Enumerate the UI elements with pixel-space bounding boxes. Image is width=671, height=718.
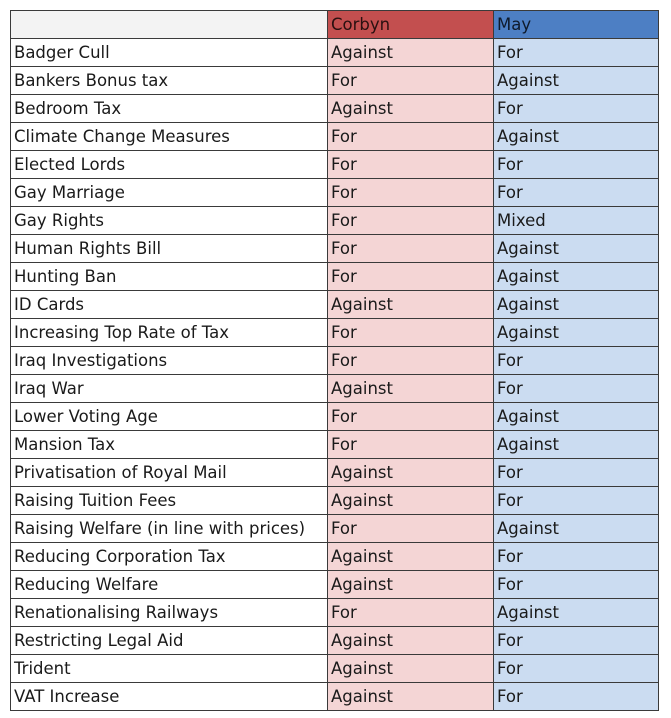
table-body: [11, 11, 659, 711]
table-row: [11, 263, 659, 291]
may-vote-cell: Against: [494, 263, 659, 291]
may-vote-cell: For: [494, 95, 659, 123]
issue-cell: Reducing Welfare: [11, 571, 328, 599]
may-vote-cell: For: [494, 39, 659, 67]
corbyn-vote-cell: For: [328, 515, 494, 543]
issue-cell: Raising Welfare (in line with prices): [11, 515, 328, 543]
may-vote-cell: Against: [494, 235, 659, 263]
issue-cell: Gay Rights: [11, 207, 328, 235]
issue-cell: Climate Change Measures: [11, 123, 328, 151]
corbyn-vote-cell: For: [328, 235, 494, 263]
issue-cell: Raising Tuition Fees: [11, 487, 328, 515]
corbyn-vote-cell: For: [328, 123, 494, 151]
may-vote-cell: For: [494, 627, 659, 655]
table-row: [11, 571, 659, 599]
issue-cell: Reducing Corporation Tax: [11, 543, 328, 571]
header-row: [11, 11, 659, 39]
corbyn-vote-cell: For: [328, 347, 494, 375]
may-vote-cell: Against: [494, 599, 659, 627]
table-row: [11, 235, 659, 263]
issue-cell: Lower Voting Age: [11, 403, 328, 431]
issue-cell: VAT Increase: [11, 683, 328, 711]
may-vote-cell: For: [494, 543, 659, 571]
may-vote-cell: For: [494, 683, 659, 711]
corbyn-vote-cell: Against: [328, 291, 494, 319]
may-vote-cell: Mixed: [494, 207, 659, 235]
may-vote-cell: For: [494, 655, 659, 683]
issue-cell: Bankers Bonus tax: [11, 67, 328, 95]
may-vote-cell: For: [494, 179, 659, 207]
corbyn-vote-cell: Against: [328, 627, 494, 655]
corbyn-vote-cell: Against: [328, 487, 494, 515]
corbyn-vote-cell: Against: [328, 375, 494, 403]
issue-cell: Bedroom Tax: [11, 95, 328, 123]
header-issue-cell: [11, 11, 328, 39]
table-row: [11, 67, 659, 95]
may-vote-cell: Against: [494, 67, 659, 95]
table-row: [11, 151, 659, 179]
table-row: [11, 487, 659, 515]
corbyn-vote-cell: Against: [328, 543, 494, 571]
issue-cell: Trident: [11, 655, 328, 683]
issue-cell: Badger Cull: [11, 39, 328, 67]
corbyn-vote-cell: Against: [328, 571, 494, 599]
corbyn-vote-cell: For: [328, 179, 494, 207]
corbyn-vote-cell: For: [328, 599, 494, 627]
table-row: [11, 39, 659, 67]
corbyn-vote-cell: For: [328, 431, 494, 459]
corbyn-vote-cell: For: [328, 403, 494, 431]
table-row: [11, 179, 659, 207]
header-corbyn-cell: Corbyn: [328, 11, 494, 39]
table-row: [11, 599, 659, 627]
issue-cell: Iraq War: [11, 375, 328, 403]
may-vote-cell: Against: [494, 431, 659, 459]
issue-cell: Gay Marriage: [11, 179, 328, 207]
table-row: [11, 291, 659, 319]
corbyn-vote-cell: Against: [328, 95, 494, 123]
voting-record-table: [10, 10, 659, 711]
corbyn-vote-cell: Against: [328, 459, 494, 487]
issue-cell: Privatisation of Royal Mail: [11, 459, 328, 487]
corbyn-vote-cell: For: [328, 207, 494, 235]
corbyn-vote-cell: For: [328, 319, 494, 347]
corbyn-vote-cell: Against: [328, 39, 494, 67]
table-row: [11, 123, 659, 151]
issue-cell: Iraq Investigations: [11, 347, 328, 375]
header-may-cell: May: [494, 11, 659, 39]
may-vote-cell: For: [494, 487, 659, 515]
may-vote-cell: Against: [494, 319, 659, 347]
table-row: [11, 683, 659, 711]
may-vote-cell: For: [494, 347, 659, 375]
may-vote-cell: For: [494, 151, 659, 179]
may-vote-cell: For: [494, 375, 659, 403]
table-row: [11, 627, 659, 655]
issue-cell: Hunting Ban: [11, 263, 328, 291]
may-vote-cell: Against: [494, 123, 659, 151]
may-vote-cell: For: [494, 459, 659, 487]
issue-cell: Human Rights Bill: [11, 235, 328, 263]
table-row: [11, 375, 659, 403]
corbyn-vote-cell: Against: [328, 683, 494, 711]
table-row: [11, 347, 659, 375]
may-vote-cell: Against: [494, 403, 659, 431]
table-row: [11, 95, 659, 123]
corbyn-vote-cell: Against: [328, 655, 494, 683]
table-row: [11, 403, 659, 431]
table-row: [11, 515, 659, 543]
may-vote-cell: For: [494, 571, 659, 599]
table-row: [11, 431, 659, 459]
may-vote-cell: Against: [494, 515, 659, 543]
issue-cell: Restricting Legal Aid: [11, 627, 328, 655]
issue-cell: ID Cards: [11, 291, 328, 319]
issue-cell: Elected Lords: [11, 151, 328, 179]
issue-cell: Mansion Tax: [11, 431, 328, 459]
table-row: [11, 655, 659, 683]
may-vote-cell: Against: [494, 291, 659, 319]
corbyn-vote-cell: For: [328, 263, 494, 291]
issue-cell: Renationalising Railways: [11, 599, 328, 627]
table-row: [11, 459, 659, 487]
table-row: [11, 207, 659, 235]
corbyn-vote-cell: For: [328, 67, 494, 95]
corbyn-vote-cell: For: [328, 151, 494, 179]
issue-cell: Increasing Top Rate of Tax: [11, 319, 328, 347]
table-row: [11, 319, 659, 347]
table-row: [11, 543, 659, 571]
